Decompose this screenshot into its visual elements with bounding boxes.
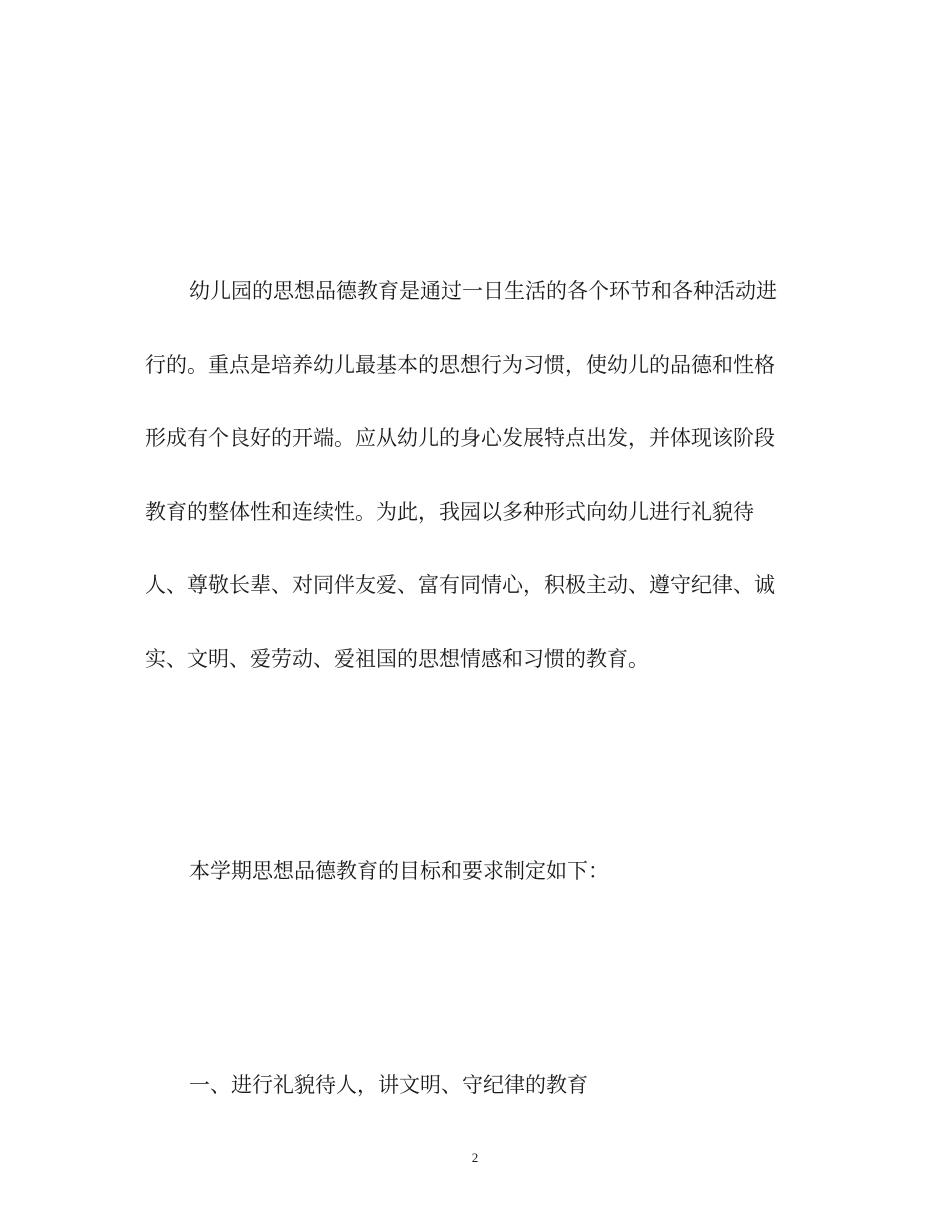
goals-intro-paragraph: 本学期思想品德教育的目标和要求制定如下：: [189, 859, 609, 883]
paragraph-line: 实、文明、爱劳动、爱祖国的思想情感和习惯的教育。: [145, 646, 649, 671]
paragraph-line: 行的。重点是培养幼儿最基本的思想行为习惯，使幼儿的品德和性格: [145, 352, 775, 377]
paragraph-line: 幼儿园的思想品德教育是通过一日生活的各个环节和各种活动进: [189, 279, 777, 303]
paragraph-line: 教育的整体性和连续性。为此，我园以多种形式向幼儿进行礼貌待: [145, 499, 754, 524]
paragraph-line: 人、尊敬长辈、对同伴友爱、富有同情心，积极主动、遵守纪律、诚: [145, 573, 775, 597]
section-heading: 一、进行礼貌待人，讲文明、守纪律的教育: [189, 1073, 588, 1097]
intro-paragraph: [145, 255, 805, 696]
page-number: 2: [471, 1150, 479, 1165]
paragraph-line: 形成有个良好的开端。应从幼儿的身心发展特点出发，并体现该阶段: [145, 426, 775, 450]
